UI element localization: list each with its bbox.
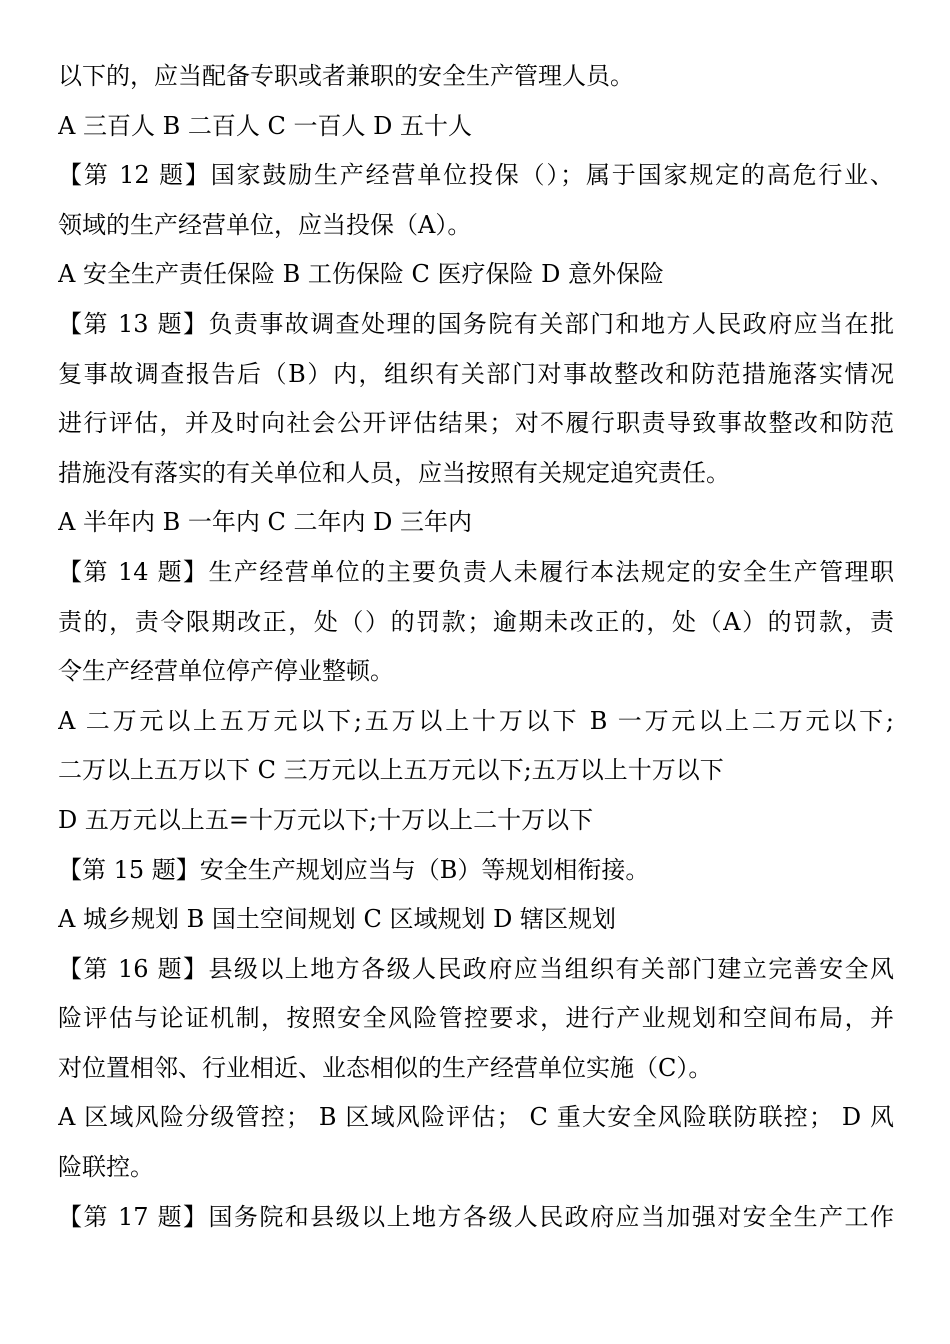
document-body: [58, 52, 894, 1242]
text-line: 险联控。: [58, 1153, 154, 1182]
text-line: 险评估与论证机制，按照安全风险管控要求，进行产业规划和空间布局，并: [58, 1004, 894, 1033]
text-line: 以下的，应当配备专职或者兼职的安全生产管理人员。: [58, 62, 634, 90]
text-line: 【第 15 题】安全生产规划应当与（B）等规划相衔接。: [58, 855, 650, 884]
text-line: 措施没有落实的有关单位和人员，应当按照有关规定追究责任。: [58, 458, 730, 487]
text-line: 领域的生产经营单位，应当投保（A）。: [58, 210, 472, 239]
text-line: 【第 12 题】国家鼓励生产经营单位投保（）；属于国家规定的高危行业、: [58, 161, 894, 190]
text-line: A 区域风险分级管控； B 区域风险评估； C 重大安全风险联防联控； D 风: [58, 1103, 894, 1132]
text-line: 对位置相邻、行业相近、业态相似的生产经营单位实施（C）。: [58, 1053, 713, 1082]
text-line: A 半年内 B 一年内 C 二年内 D 三年内: [58, 508, 472, 537]
text-line: 责的，责令限期改正，处（）的罚款；逾期未改正的，处（A）的罚款，责: [58, 607, 894, 636]
text-line: 【第 16 题】县级以上地方各级人民政府应当组织有关部门建立完善安全风: [58, 954, 894, 983]
text-line: 【第 13 题】负责事故调查处理的国务院有关部门和地方人民政府应当在批: [58, 309, 894, 338]
text-line: 【第 14 题】生产经营单位的主要负责人未履行本法规定的安全生产管理职: [58, 557, 894, 586]
text-line: A 城乡规划 B 国土空间规划 C 区域规划 D 辖区规划: [58, 905, 616, 934]
text-line: 进行评估，并及时向社会公开评估结果；对不履行职责导致事故整改和防范: [58, 409, 894, 438]
text-line: D 五万元以上五=十万元以下;十万以上二十万以下: [58, 805, 594, 834]
text-line: 【第 17 题】国务院和县级以上地方各级人民政府应当加强对安全生产工作: [58, 1202, 894, 1231]
text-line: A 安全生产责任保险 B 工伤保险 C 医疗保险 D 意外保险: [58, 260, 664, 289]
text-line: A 二万元以上五万元以下;五万以上十万以下 B 一万元以上二万元以下;: [58, 706, 894, 735]
text-line: 二万以上五万以下 C 三万元以上五万元以下;五万以上十万以下: [58, 756, 724, 785]
text-line: 令生产经营单位停产停业整顿。: [58, 657, 394, 686]
text-line: A 三百人 B 二百人 C 一百人 D 五十人: [58, 111, 472, 140]
text-line: 复事故调查报告后（B）内，组织有关部门对事故整改和防范措施落实情况: [58, 359, 894, 388]
